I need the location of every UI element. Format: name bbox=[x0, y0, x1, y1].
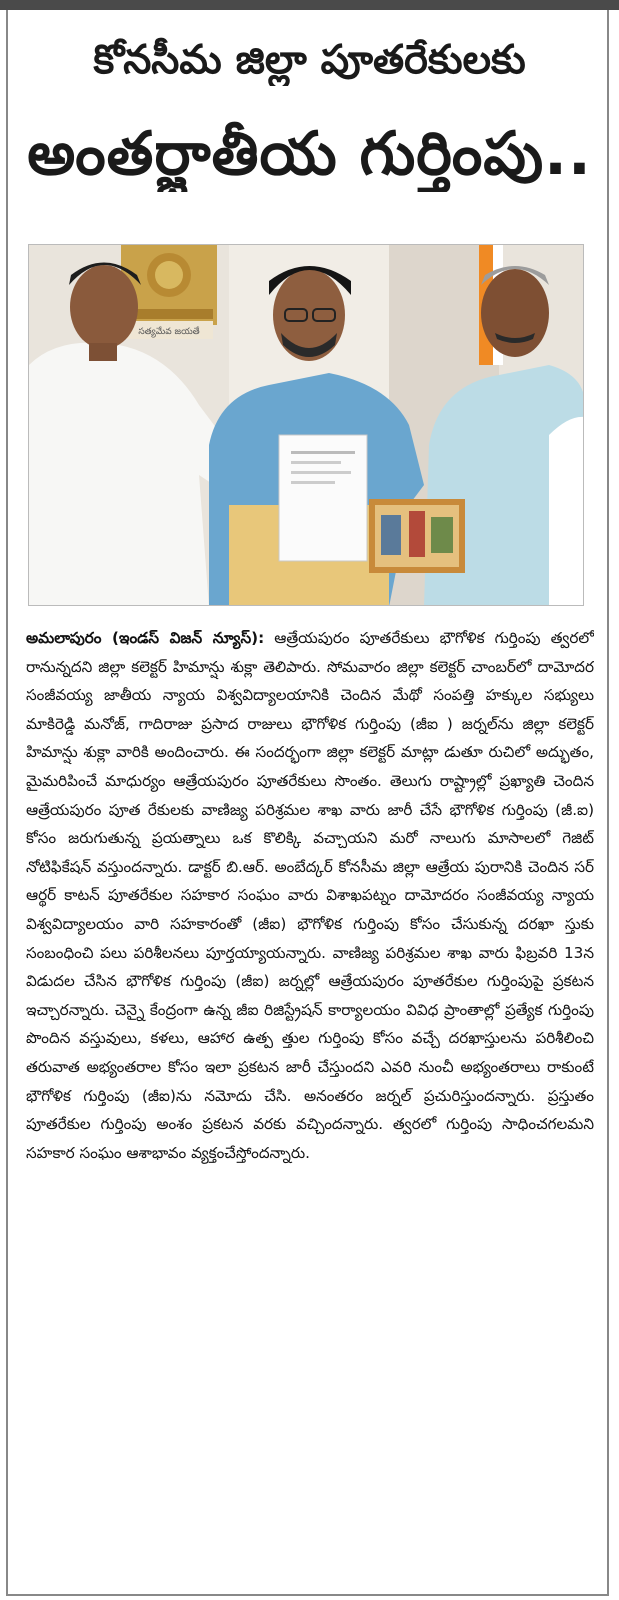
gi-certificate bbox=[279, 435, 367, 561]
article-dateline: అమలాపురం (ఇండస్ విజన్ న్యూస్): bbox=[26, 629, 265, 647]
article-text: ఆత్రేయపురం పూతరేకులు భౌగోళిక గుర్తింపు త్వరలో రానున్నదని జిల్లా కలెక్టర్ హిమాన్షు శుక్లా తెలిపారు. సోమవారం జిల్లా కలెక్టర్ చాంబర్‌లో దామోదర సంజీవయ్య జాతీయ న్యాయ విశ్వవిద్యాలయానికి చెందిన మేథో సంపత్తి హక్కుల సభ్యులు మాకిరెడ్డి మనోజ్, గాదిరాజు ప్రసాద రాజులు భౌగోళిక గుర్తింపు (జీఐ ) జర్నల్‌ను జిల్లా కలెక్టర్ హిమాన్షు శుక్లా వారికి అందించారు. ఈ సందర్భంగా జిల్లా కలెక్టర్ మాట్లా డుతూ రుచిలో అద్భుతం, మైమరిపించే మాధుర్యం ఆత్రేయపురం పూతరేకులు సొంతం. తెలుగు రాష్ట్రాల్లో ప్రఖ్యాతి చెందిన ఆత్రేయపురం పూత రేకులకు వాణిజ్య పరిశ్రమల శాఖ వారు జారీ చేసే భౌగోళిక గుర్తింపు (జీ.ఐ) కోసం జరుగుతున్న ప్రయత్నాలు ఒక కొలిక్కి వచ్చాయని మరో నాలుగు మాసాలలో గెజిట్ నోటిఫికేషన్ వస్తుందన్నారు. డాక్టర్ బి.ఆర్. అంబేద్కర్ కోనసీమ జిల్లా ఆత్రేయ పురానికి చెందిన సర్ ఆర్థర్ కాటన్ పూతరేకుల సహకార సంఘం వారు విశాఖపట్నం దామోదరం సంజీవయ్య న్యాయ విశ్వవిద్యాలయం వారి సహకారంతో (జీఐ) భౌగోళిక గుర్తింపు కోసం చేసుకున్న దరఖా స్తుకు సంబంధించి పలు పరిశీలనలు పూర్తయ్యాయన్నారు. వాణిజ్య పరిశ్రమల శాఖ వారు ఫిబ్రవరి 13న విడుదల చేసిన భౌగోళిక గుర్తింపు (జీఐ) జర్నల్లో ఆత్రేయపురం పూతరేకుల గుర్తింపుపై ప్రకటన ఇచ్చారన్నారు. చెన్నై కేంద్రంగా ఉన్న జీఐ రిజిస్ట్రేషన్ కార్యాలయం వివిధ ప్రాంతాల్లో ప్రత్యేక గుర్తింపు పొందిన వస్తువులు, కళలు, ఆహార ఉత్ప త్తుల గుర్తింపు కోసం వచ్చే దరఖాస్తులను పరిశీలించి తరువాత అభ్యంతరాల కోసం ఇలా ప్రకటన జారీ చేస్తుందని ఎవరి నుంచీ అభ్యంతరాలు రాకుంటే భౌగోళిక గుర్తింపు (జీఐ)ను నమోదు చేసి. అనంతరం జర్నల్ ప్రచురిస్తుందన్నారు. ప్రస్తుతం పూతరేకుల గుర్తింపు అంశం ప్రకటన వరకు వచ్చిందన్నారు. త్వరలో గుర్తింపు సాధించగలమని సహకార సంఘం ఆశాభావం వ్యక్తంచేస్తోందన్నారు. bbox=[26, 629, 594, 1162]
article-body bbox=[26, 624, 594, 1584]
headline-line-1: కోనసీమ జిల్లా పూతరేకులకు bbox=[93, 37, 526, 83]
news-photo bbox=[28, 244, 584, 606]
person-edge bbox=[549, 417, 584, 606]
headline-line-2: అంతర్జాతీయ గుర్తింపు.. bbox=[27, 119, 592, 189]
top-bar bbox=[0, 0, 619, 10]
framed-painting bbox=[369, 499, 465, 573]
plaque-motto: సత్యమేవ జయతే bbox=[138, 327, 200, 337]
